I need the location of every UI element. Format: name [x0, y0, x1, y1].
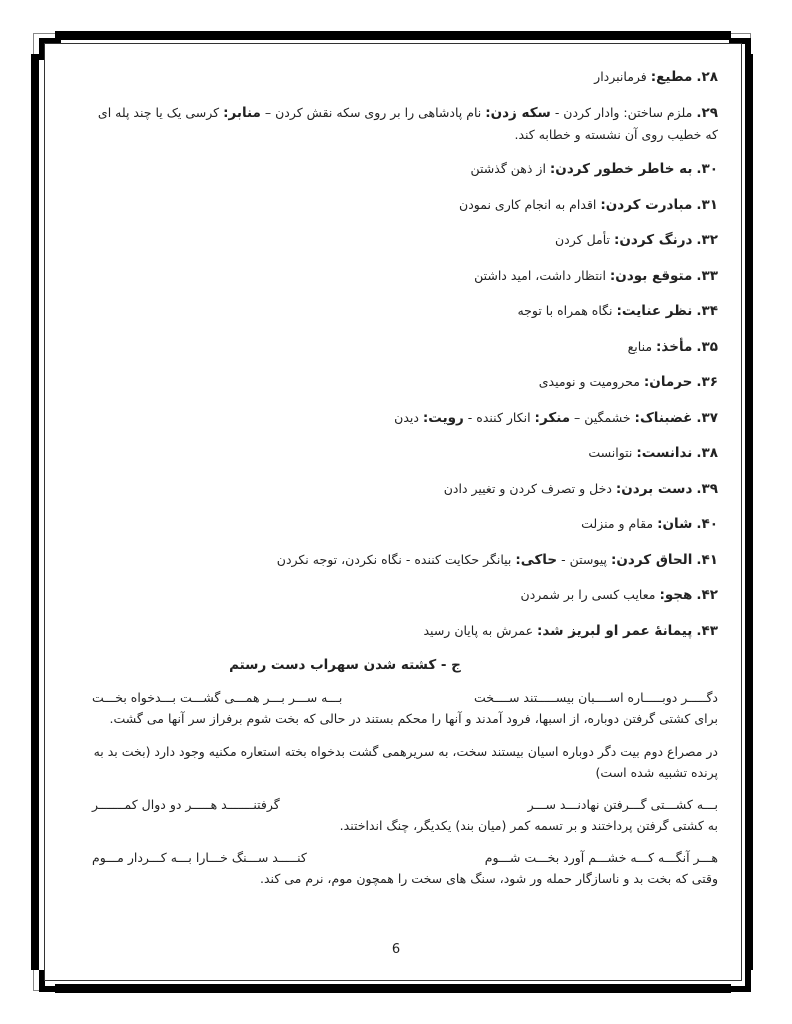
verse-block [92, 795, 718, 836]
glossary-definition: فرمانبردار [594, 69, 651, 84]
glossary-item [92, 300, 718, 322]
glossary-definition: تأمل کردن [555, 232, 614, 247]
item-number: ۳۵. [696, 338, 718, 355]
glossary-term: منابر: [223, 104, 261, 121]
glossary-term: منکر: [534, 409, 571, 426]
item-number: ۳۶. [696, 374, 718, 390]
glossary-term: مطیع: [650, 69, 693, 85]
item-number: ۳۷. [696, 409, 718, 426]
item-number: ۴۲. [696, 587, 718, 603]
glossary-item [92, 549, 718, 571]
item-number: ۴۱. [696, 551, 718, 568]
glossary-term: حاکی: [515, 551, 558, 568]
verse-meaning: به کشتی گرفتن پرداختند و بر تسمه کمر (میان بند) یکدیگر، چنگ انداختند. [339, 818, 718, 833]
glossary-definition: نگاه همراه با توجه [517, 303, 617, 318]
page-frame-corner [39, 38, 61, 60]
hemistich-first: هـــر آنگـــه کـــه خشـــم آورد بخـــت شـــوم [484, 850, 718, 865]
glossary-definition: عمرش به پایان رسید [423, 622, 538, 638]
glossary-term: الحاق کردن: [611, 551, 693, 568]
glossary-item [92, 102, 718, 145]
section-title: ج - کشته شدن سهراب دست رستم [229, 657, 461, 673]
glossary-definition: خشمگین – [570, 409, 635, 425]
verse-line [92, 688, 718, 708]
item-number: ۳۰. [696, 161, 718, 177]
glossary-term: ندانست: [636, 445, 693, 461]
glossary-item [92, 442, 718, 464]
page-content [92, 66, 718, 901]
glossary-definition: دخل و تصرف کردن و تغییر دادن [443, 480, 616, 496]
page-frame-corner [729, 970, 751, 992]
verse-note: در مصراع دوم بیت دگر دوباره اسیان بیستند سخت، به سریرهمی گشت بدخواه بخته استعاره مکنیه وجود دارد (بخت بد به پرنده تشبیه شده است) [93, 744, 718, 780]
glossary-term: غضبناک: [634, 409, 693, 426]
glossary-item [92, 620, 718, 642]
verse-line [92, 848, 718, 868]
glossary-definition: از ذهن گذشتن [470, 161, 550, 176]
item-number: ۴۳. [696, 622, 718, 639]
glossary-term: پیمانهٔ عمر او لبریز شد: [537, 622, 693, 639]
glossary-definition: کرسی یک یا چند پله ای که خطیب روی آن نشسته و خطابه کند. [97, 104, 718, 142]
glossary-definition: اقدام به انجام کاری نمودن [459, 196, 601, 212]
item-number: ۲۸. [696, 69, 718, 85]
glossary-term: رویت: [422, 409, 464, 426]
glossary-definition: دیدن [394, 409, 423, 425]
glossary-definition: محرومیت و نومیدی [538, 374, 644, 389]
glossary-term: به خاطر خطور کردن: [549, 161, 693, 177]
glossary-item [92, 194, 718, 216]
glossary-item [92, 478, 718, 500]
item-number: ۳۴. [696, 303, 718, 319]
glossary-list [92, 66, 718, 642]
glossary-term: متوقع بودن: [609, 267, 693, 284]
glossary-item [92, 229, 718, 251]
verse-meaning: برای کشتی گرفتن دوباره، از اسبها، فرود آمدند و آنها را محکم بستند در حالی که بخت شوم برفراز سر آنها می گشت. [109, 711, 718, 726]
glossary-item [92, 66, 718, 88]
glossary-item [92, 158, 718, 180]
page-number: 6 [391, 942, 401, 957]
glossary-term: شان: [657, 516, 693, 532]
verse-block [92, 688, 718, 729]
item-number: ۳۲. [696, 232, 718, 248]
glossary-definition: پیوستن - [557, 551, 612, 567]
glossary-item [92, 513, 718, 535]
page-frame-bottom [55, 984, 731, 993]
hemistich-second: بـــه ســـر بـــر همـــی گشـــت بـــدخواه بخـــت [92, 690, 343, 705]
item-number: ۳۳. [696, 267, 718, 284]
item-number: ۴۰. [696, 516, 718, 532]
glossary-term: درنگ کردن: [614, 232, 693, 248]
glossary-definition: انتظار داشت، امید داشتن [474, 267, 610, 283]
item-number: ۳۸. [696, 445, 718, 461]
verse-meaning: وقتی که بخت بد و ناسازگار حمله ور شود، سنگ های سخت را همچون موم، نرم می کند. [260, 871, 718, 886]
glossary-definition: معایب کسی را بر شمردن [520, 587, 660, 602]
glossary-definition: نتوانست [588, 445, 637, 460]
glossary-term: مبادرت کردن: [600, 196, 693, 213]
page-frame-right [745, 54, 753, 970]
glossary-item [92, 371, 718, 393]
glossary-term: سکه زدن: [485, 104, 551, 121]
glossary-item [92, 407, 718, 429]
glossary-item [92, 584, 718, 606]
page-frame-corner [729, 38, 751, 60]
glossary-definition: انکار کننده - [463, 409, 535, 425]
hemistich-second: گرفتنـــــــد هـــــر دو دوال کمـــــــر [92, 797, 280, 812]
verse-line [92, 795, 718, 815]
glossary-definition: مقام و منزلت [581, 516, 658, 531]
hemistich-first: بـــه کشـــتی گـــرفتن نهادنـــد ســـر [527, 797, 718, 812]
glossary-definition: منابع [627, 338, 657, 354]
glossary-term: دست بردن: [615, 480, 693, 497]
page-frame-top [55, 31, 731, 40]
glossary-term: مأخذ: [656, 338, 693, 355]
hemistich-second: کنـــــد ســـنگ خـــارا بـــه کـــردار مـــوم [92, 850, 307, 865]
glossary-definition: نام پادشاهی را بر روی سکه نقش کردن – [260, 104, 486, 120]
glossary-item [92, 265, 718, 287]
glossary-term: نظر عنایت: [616, 303, 693, 319]
item-number: ۳۱. [696, 196, 718, 213]
page-frame-left [31, 54, 39, 970]
item-number: ۳۹. [696, 480, 718, 497]
item-number: ۲۹. [696, 104, 718, 121]
item-lead-text: ملزم ساختن: وادار کردن - [550, 104, 693, 120]
glossary-definition: بیانگر حکایت کننده - نگاه نکردن، توجه نکردن [276, 551, 516, 567]
verse-block [92, 848, 718, 889]
glossary-item [92, 336, 718, 358]
hemistich-first: دگـــــر دوبـــــاره اســــبان بیســـــتند ســــخت [473, 690, 718, 705]
glossary-term: حرمان: [643, 374, 693, 390]
glossary-term: هجو: [659, 587, 693, 603]
page-frame-corner [39, 970, 61, 992]
